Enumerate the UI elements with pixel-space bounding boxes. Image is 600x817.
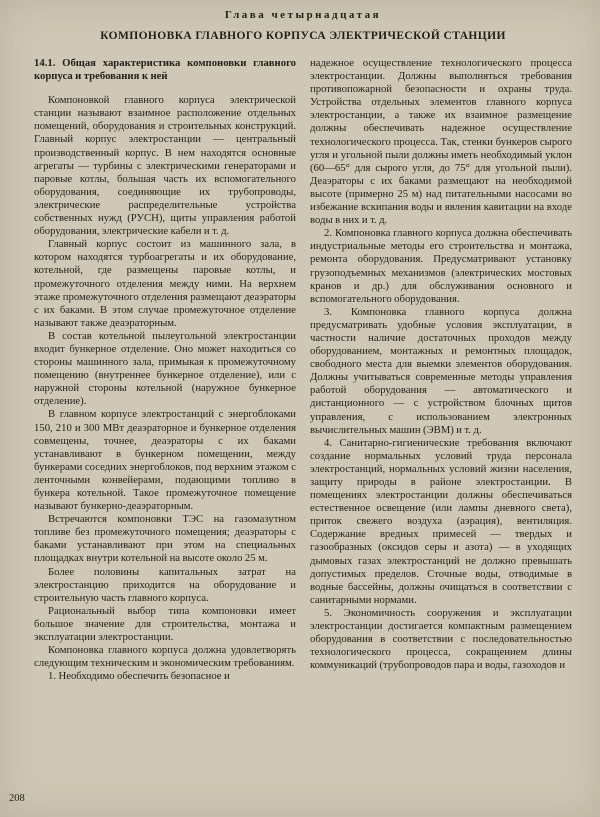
paragraph: 2. Компоновка главного корпуса должна обеспечивать индустриальные методы его строительства и монтажа, ремонта оборудования. Предусматривают установку грузоподъемных механизмов (электрических мостовых кранов и др.) для обслуживания основного и вспомогательного оборудования. bbox=[310, 227, 572, 305]
paragraph: Рациональный выбор типа компоновки имеет большое значение для строительства, монтажа и эксплуатации электростанции. bbox=[34, 604, 296, 644]
right-column bbox=[310, 57, 572, 683]
paragraph: Компоновка главного корпуса должна удовлетворять следующим техническим и экономическим требованиям. bbox=[34, 644, 296, 670]
paragraph: 3. Компоновка главного корпуса должна предусматривать удобные условия эксплуатации, в частности наличие достаточных проходов между оборудованием, монтажных и ремонтных площадок, свободного места для выемки элементов оборудования. Должны учитываться современные методы управления работой оборудования — автоматического и дистанционного — с устройством блочных щитов управления, с использованием электронных вычислительных машин (ЭВМ) и т. д. bbox=[310, 305, 572, 436]
paragraph: В состав котельной пылеугольной электростанции входит бункерное отделение. Оно может находиться со стороны машинного зала, примыкая к промежуточному помещению (внутреннее бункерное отделение), или с наружной стороны котельной (наружное бункерное отделение). bbox=[34, 329, 296, 408]
paragraph: Более половины капитальных затрат на электростанцию приходится на оборудование и строительную часть главного корпуса. bbox=[34, 565, 296, 604]
paragraph: Главный корпус состоит из машинного зала, в котором находятся турбоагрегаты и их оборудование, котельной, где размещены паровые котлы, и промежуточного отделения между ними. На верхнем этаже промежуточного отделения размещают деаэраторы с их баками. В этом случае промежуточное отделение называют также деаэраторным. bbox=[34, 238, 296, 329]
paragraph: 1. Необходимо обеспечить безопасное и bbox=[48, 670, 230, 683]
paragraph: Встречаются компоновки ТЭС на газомазутном топливе без промежуточного помещения; деаэраторы с баками устанавливают при этом на специальных площадках внутри котельной на высоте около 25 м. bbox=[34, 513, 296, 565]
page-number: 208 bbox=[9, 793, 25, 804]
paragraph: 5. Экономичность сооружения и эксплуатации электростанции достигается компактным размещением оборудования в соответствии с последовательностью технологического процесса, сокращением длины коммуникаций (трубопроводов пара и воды, газоходов и bbox=[310, 606, 572, 672]
paragraph: В главном корпусе электростанций с энергоблоками 150, 210 и 300 МВт деаэраторное и бункерное отделения совмещены, точнее, деаэраторы с их баками устанавливают в бункерном помещении, между бункерами соседних энергоблоков, под верхним этажом с ленточными конвейерами, подающими топливо в бункера котельной. Такое промежуточное помещение называют бункерно-деаэраторным. bbox=[34, 408, 296, 513]
left-column bbox=[34, 57, 296, 683]
paragraph: надежное осуществление технологического процесса электростанции. Должны выполняться требования противопожарной безопасности и охраны труда. Устройства отдельных элементов главного корпуса электростанции, а также их взаимное размещение должны обеспечивать надежное осуществление технологического процесса. Так, стенки бункеров сырого угля и угольной пыли должны иметь необходимый уклон (60—65° для сырого угля, до 75° для угольной пыли). Деаэраторы с их баками размещают на необходимой высоте (примерно 25 м) над питательными насосами во избежание вскипания воды и явления кавитации на входе воды в них и т. д. bbox=[310, 57, 572, 227]
section-heading: 14.1. Общая характеристика компоновки главного корпуса и требования к ней bbox=[34, 57, 296, 83]
paragraph: Компоновкой главного корпуса электрической станции называют взаимное расположение отдельных помещений, оборудования и строительных конструкций. Главный корпус электростанции — центральный производственный корпус. В нем находятся основные агрегаты — турбины с электрическими генераторами и паровые котлы, большая часть их вспомогательного оборудования, соединяющие их трубопроводы, электрические распределительные устройства собственных нужд (РУСН), щиты управления работой оборудования, электрические кабели и т. д. bbox=[34, 94, 296, 238]
page-title: КОМПОНОВКА ГЛАВНОГО КОРПУСА ЭЛЕКТРИЧЕСКОЙ СТАНЦИИ bbox=[100, 30, 506, 42]
text-columns bbox=[34, 57, 572, 683]
paragraph: 4. Санитарно-гигиенические требования включают создание нормальных условий труда персонала электростанций, нормальных условий жизни населения, защиту природы в районе электростанции. В помещениях электростанции должны обеспечиваться естественное освещение (или лампы дневного света), приток свежего воздуха (аэрация), вентиляция. Содержание вредных примесей — твердых и газообразных (оксидов серы и азота) — в уходящих дымовых газах электростанций не должно превышать допустимых пределов. Сточные воды, отводимые в водные бассейны, должны очищаться в соответствии с санитарными нормами. bbox=[310, 436, 572, 606]
chapter-header: Глава четырнадцатая bbox=[224, 9, 382, 21]
